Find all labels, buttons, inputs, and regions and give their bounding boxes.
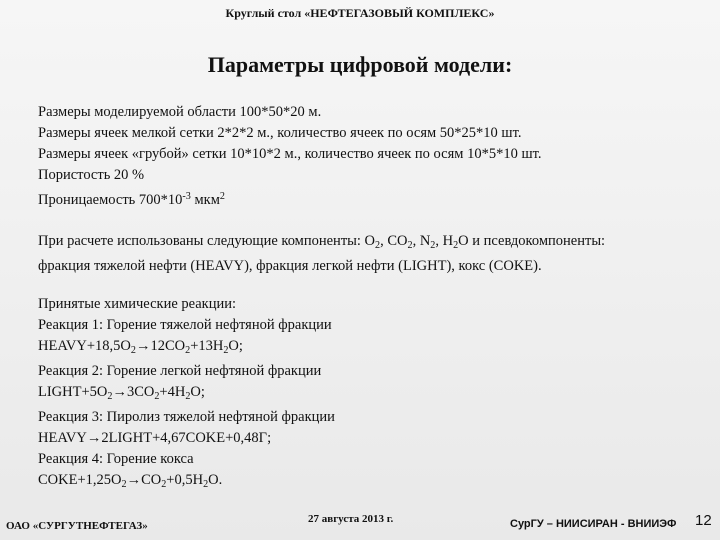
- footer-organizations: СурГУ – НИИСИРАН - ВНИИЭФ: [510, 518, 677, 530]
- reaction-3-equation: HEAVY→2LIGHT+4,67COKE+0,48Г;: [38, 430, 272, 446]
- page-number: 12: [695, 512, 712, 529]
- reaction-3-title: Реакция 3: Пиролиз тяжелой нефтяной фракции: [38, 409, 335, 425]
- components-line-2: фракция тяжелой нефти (HEAVY), фракция легкой нефти (LIGHT), кокс (COKE).: [38, 258, 542, 274]
- reactions-list: [38, 294, 708, 495]
- reaction-2-equation: $LIGHT+5O_2\to 3CO_2+4H_2O$;: [38, 384, 205, 402]
- model-parameters: [38, 102, 708, 211]
- reactions-intro: Принятые химические реакции:: [38, 296, 237, 312]
- footer-company: ОАО «СУРГУТНЕФТЕГАЗ»: [6, 520, 148, 532]
- param-permeability: Проницаемость $700*10^{-3}$ мкм$^2$: [38, 191, 225, 208]
- reaction-2-title: Реакция 2: Горение легкой нефтяной фракции: [38, 363, 322, 379]
- components-paragraph: [38, 231, 708, 277]
- footer-date: 27 августа 2013 г.: [308, 513, 394, 525]
- reaction-4-title: Реакция 4: Горение кокса: [38, 451, 194, 467]
- param-porosity: Пористость 20 %: [38, 167, 145, 183]
- reaction-1-title: Реакция 1: Горение тяжелой нефтяной фракции: [38, 317, 332, 333]
- reaction-1-equation: $HEAVY+18,5O_2\to 12CO_2+13H_2O$;: [38, 338, 243, 356]
- param-coarse-grid: Размеры ячеек «грубой» сетки 10*10*2 м., количество ячеек по осям 10*5*10 шт.: [38, 146, 542, 162]
- slide-header: Круглый стол «НЕФТЕГАЗОВЫЙ КОМПЛЕКС»: [225, 6, 495, 20]
- param-domain-size: Размеры моделируемой области 100*50*20 м.: [38, 104, 322, 120]
- reaction-4-equation: $COKE+1,25O_2\to CO_2+0,5H_2O$.: [38, 472, 223, 490]
- param-fine-grid: Размеры ячеек мелкой сетки 2*2*2 м., количество ячеек по осям 50*25*10 шт.: [38, 125, 522, 141]
- slide-title: Параметры цифровой модели:: [207, 52, 513, 77]
- components-line-1: При расчете использованы следующие компоненты: $O_2$, $CO_2$, $N_2$, $H_2O$ и псевдокомпоненты:: [38, 233, 606, 251]
